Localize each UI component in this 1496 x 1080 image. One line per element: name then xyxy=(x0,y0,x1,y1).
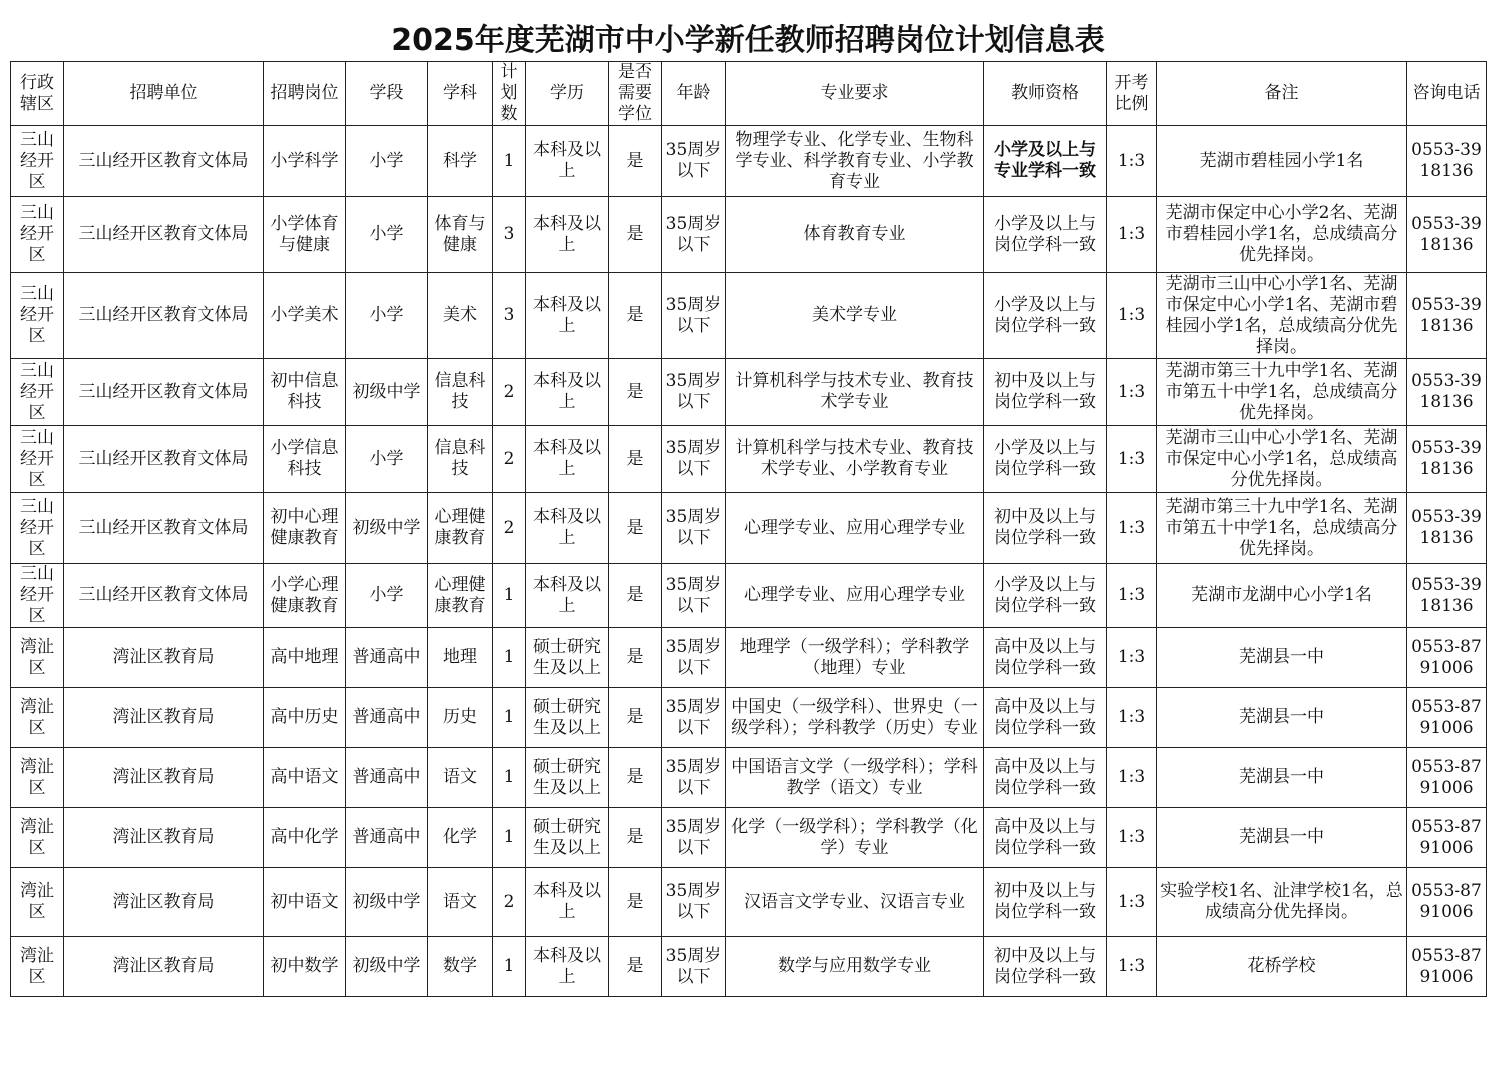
cell-subject: 语文 xyxy=(428,868,493,937)
cell-stage: 小学 xyxy=(346,126,428,197)
cell-subject: 地理 xyxy=(428,628,493,688)
cell-stage: 初级中学 xyxy=(346,868,428,937)
cell-remark: 芜湖市保定中心小学2名、芜湖市碧桂园小学1名，总成绩高分优先择岗。 xyxy=(1157,197,1407,273)
cell-ratio: 1:3 xyxy=(1107,748,1157,808)
cell-education: 本科及以上 xyxy=(526,868,609,937)
cell-count: 2 xyxy=(493,868,526,937)
cell-qualification: 高中及以上与岗位学科一致 xyxy=(984,808,1107,868)
cell-subject: 语文 xyxy=(428,748,493,808)
cell-age: 35周岁以下 xyxy=(662,359,726,426)
cell-major: 心理学专业、应用心理学专业 xyxy=(726,493,984,564)
cell-degree: 是 xyxy=(609,359,662,426)
cell-stage: 初级中学 xyxy=(346,359,428,426)
cell-stage: 小学 xyxy=(346,564,428,628)
cell-count: 2 xyxy=(493,493,526,564)
cell-degree: 是 xyxy=(609,688,662,748)
recruitment-plan-table xyxy=(10,61,1487,997)
cell-unit: 三山经开区教育文体局 xyxy=(64,197,264,273)
cell-age: 35周岁以下 xyxy=(662,564,726,628)
cell-phone: 0553-8791006 xyxy=(1407,748,1487,808)
cell-age: 35周岁以下 xyxy=(662,628,726,688)
table-row xyxy=(11,273,1487,359)
cell-phone: 0553-3918136 xyxy=(1407,197,1487,273)
cell-major: 计算机科学与技术专业、教育技术学专业、小学教育专业 xyxy=(726,426,984,493)
cell-district: 三山经开区 xyxy=(11,197,64,273)
cell-post: 小学信息科技 xyxy=(264,426,346,493)
cell-phone: 0553-3918136 xyxy=(1407,126,1487,197)
cell-remark: 芜湖市三山中心小学1名、芜湖市保定中心小学1名，总成绩高分优先择岗。 xyxy=(1157,426,1407,493)
cell-district: 三山经开区 xyxy=(11,564,64,628)
cell-degree: 是 xyxy=(609,628,662,688)
cell-degree: 是 xyxy=(609,748,662,808)
cell-unit: 湾沚区教育局 xyxy=(64,808,264,868)
cell-degree: 是 xyxy=(609,493,662,564)
cell-qualification: 小学及以上与专业学科一致 xyxy=(984,126,1107,197)
cell-degree: 是 xyxy=(609,426,662,493)
cell-unit: 三山经开区教育文体局 xyxy=(64,564,264,628)
cell-degree: 是 xyxy=(609,808,662,868)
table-row xyxy=(11,937,1487,997)
cell-unit: 三山经开区教育文体局 xyxy=(64,126,264,197)
cell-unit: 湾沚区教育局 xyxy=(64,628,264,688)
col-header-remark: 备注 xyxy=(1157,62,1407,126)
cell-count: 3 xyxy=(493,197,526,273)
cell-remark: 芜湖县一中 xyxy=(1157,808,1407,868)
cell-education: 本科及以上 xyxy=(526,564,609,628)
cell-ratio: 1:3 xyxy=(1107,937,1157,997)
cell-phone: 0553-3918136 xyxy=(1407,426,1487,493)
cell-phone: 0553-8791006 xyxy=(1407,688,1487,748)
cell-district: 三山经开区 xyxy=(11,359,64,426)
cell-phone: 0553-8791006 xyxy=(1407,628,1487,688)
cell-major: 物理学专业、化学专业、生物科学专业、科学教育专业、小学教育专业 xyxy=(726,126,984,197)
cell-age: 35周岁以下 xyxy=(662,937,726,997)
cell-subject: 历史 xyxy=(428,688,493,748)
cell-degree: 是 xyxy=(609,197,662,273)
cell-stage: 普通高中 xyxy=(346,808,428,868)
cell-phone: 0553-3918136 xyxy=(1407,493,1487,564)
col-header-ratio: 开考比例 xyxy=(1107,62,1157,126)
cell-remark: 芜湖县一中 xyxy=(1157,748,1407,808)
cell-remark: 芜湖县一中 xyxy=(1157,688,1407,748)
cell-education: 本科及以上 xyxy=(526,126,609,197)
cell-major: 心理学专业、应用心理学专业 xyxy=(726,564,984,628)
cell-ratio: 1:3 xyxy=(1107,273,1157,359)
cell-remark: 芜湖市第三十九中学1名、芜湖市第五十中学1名，总成绩高分优先择岗。 xyxy=(1157,359,1407,426)
cell-district: 三山经开区 xyxy=(11,493,64,564)
cell-qualification: 初中及以上与岗位学科一致 xyxy=(984,359,1107,426)
cell-count: 1 xyxy=(493,628,526,688)
cell-age: 35周岁以下 xyxy=(662,808,726,868)
cell-major: 汉语言文学专业、汉语言专业 xyxy=(726,868,984,937)
cell-qualification: 初中及以上与岗位学科一致 xyxy=(984,493,1107,564)
cell-subject: 数学 xyxy=(428,937,493,997)
cell-subject: 体育与健康 xyxy=(428,197,493,273)
table-row xyxy=(11,426,1487,493)
cell-ratio: 1:3 xyxy=(1107,808,1157,868)
cell-qualification: 高中及以上与岗位学科一致 xyxy=(984,748,1107,808)
cell-age: 35周岁以下 xyxy=(662,126,726,197)
table-row xyxy=(11,868,1487,937)
cell-education: 本科及以上 xyxy=(526,493,609,564)
cell-remark: 芜湖市第三十九中学1名、芜湖市第五十中学1名，总成绩高分优先择岗。 xyxy=(1157,493,1407,564)
cell-unit: 湾沚区教育局 xyxy=(64,937,264,997)
cell-phone: 0553-8791006 xyxy=(1407,808,1487,868)
cell-post: 小学心理健康教育 xyxy=(264,564,346,628)
cell-qualification: 小学及以上与岗位学科一致 xyxy=(984,564,1107,628)
cell-age: 35周岁以下 xyxy=(662,426,726,493)
cell-unit: 湾沚区教育局 xyxy=(64,748,264,808)
cell-post: 高中化学 xyxy=(264,808,346,868)
cell-education: 本科及以上 xyxy=(526,359,609,426)
cell-count: 1 xyxy=(493,126,526,197)
cell-ratio: 1:3 xyxy=(1107,126,1157,197)
cell-remark: 芜湖市碧桂园小学1名 xyxy=(1157,126,1407,197)
cell-major: 计算机科学与技术专业、教育技术学专业 xyxy=(726,359,984,426)
cell-major: 中国史（一级学科）、世界史（一级学科）；学科教学（历史）专业 xyxy=(726,688,984,748)
cell-subject: 信息科技 xyxy=(428,426,493,493)
cell-qualification: 初中及以上与岗位学科一致 xyxy=(984,937,1107,997)
cell-ratio: 1:3 xyxy=(1107,868,1157,937)
cell-ratio: 1:3 xyxy=(1107,688,1157,748)
cell-district: 湾沚区 xyxy=(11,868,64,937)
cell-education: 本科及以上 xyxy=(526,937,609,997)
cell-education: 硕士研究生及以上 xyxy=(526,628,609,688)
cell-remark: 芜湖县一中 xyxy=(1157,628,1407,688)
cell-post: 初中语文 xyxy=(264,868,346,937)
cell-unit: 湾沚区教育局 xyxy=(64,868,264,937)
cell-age: 35周岁以下 xyxy=(662,197,726,273)
cell-stage: 小学 xyxy=(346,273,428,359)
cell-stage: 初级中学 xyxy=(346,937,428,997)
col-header-phone: 咨询电话 xyxy=(1407,62,1487,126)
cell-stage: 小学 xyxy=(346,197,428,273)
cell-district: 湾沚区 xyxy=(11,808,64,868)
cell-qualification: 高中及以上与岗位学科一致 xyxy=(984,628,1107,688)
table-row xyxy=(11,126,1487,197)
cell-count: 1 xyxy=(493,808,526,868)
cell-ratio: 1:3 xyxy=(1107,197,1157,273)
cell-stage: 普通高中 xyxy=(346,628,428,688)
cell-post: 高中语文 xyxy=(264,748,346,808)
cell-subject: 心理健康教育 xyxy=(428,493,493,564)
cell-district: 湾沚区 xyxy=(11,748,64,808)
col-header-qualification: 教师资格 xyxy=(984,62,1107,126)
cell-post: 小学美术 xyxy=(264,273,346,359)
cell-education: 硕士研究生及以上 xyxy=(526,748,609,808)
cell-ratio: 1:3 xyxy=(1107,628,1157,688)
cell-remark: 花桥学校 xyxy=(1157,937,1407,997)
table-row xyxy=(11,688,1487,748)
cell-district: 三山经开区 xyxy=(11,273,64,359)
cell-phone: 0553-3918136 xyxy=(1407,359,1487,426)
cell-major: 体育教育专业 xyxy=(726,197,984,273)
cell-major: 中国语言文学（一级学科）；学科教学（语文）专业 xyxy=(726,748,984,808)
cell-subject: 化学 xyxy=(428,808,493,868)
col-header-unit: 招聘单位 xyxy=(64,62,264,126)
cell-degree: 是 xyxy=(609,564,662,628)
cell-count: 2 xyxy=(493,426,526,493)
cell-stage: 普通高中 xyxy=(346,688,428,748)
cell-subject: 科学 xyxy=(428,126,493,197)
cell-ratio: 1:3 xyxy=(1107,564,1157,628)
col-header-education: 学历 xyxy=(526,62,609,126)
cell-education: 本科及以上 xyxy=(526,197,609,273)
cell-major: 美术学专业 xyxy=(726,273,984,359)
cell-post: 小学科学 xyxy=(264,126,346,197)
cell-unit: 三山经开区教育文体局 xyxy=(64,493,264,564)
cell-count: 3 xyxy=(493,273,526,359)
table-header-row xyxy=(11,62,1487,126)
cell-age: 35周岁以下 xyxy=(662,688,726,748)
cell-unit: 湾沚区教育局 xyxy=(64,688,264,748)
cell-qualification: 小学及以上与岗位学科一致 xyxy=(984,197,1107,273)
cell-district: 三山经开区 xyxy=(11,126,64,197)
page-title: 2025年度芜湖市中小学新任教师招聘岗位计划信息表 xyxy=(391,23,1105,58)
cell-phone: 0553-3918136 xyxy=(1407,564,1487,628)
cell-qualification: 小学及以上与岗位学科一致 xyxy=(984,426,1107,493)
cell-count: 1 xyxy=(493,937,526,997)
cell-major: 数学与应用数学专业 xyxy=(726,937,984,997)
cell-qualification: 初中及以上与岗位学科一致 xyxy=(984,868,1107,937)
cell-district: 湾沚区 xyxy=(11,937,64,997)
cell-post: 小学体育与健康 xyxy=(264,197,346,273)
cell-degree: 是 xyxy=(609,937,662,997)
table-row xyxy=(11,628,1487,688)
col-header-post: 招聘岗位 xyxy=(264,62,346,126)
cell-subject: 信息科技 xyxy=(428,359,493,426)
cell-count: 1 xyxy=(493,688,526,748)
cell-stage: 初级中学 xyxy=(346,493,428,564)
col-header-age: 年龄 xyxy=(662,62,726,126)
table-row xyxy=(11,359,1487,426)
cell-education: 本科及以上 xyxy=(526,426,609,493)
cell-ratio: 1:3 xyxy=(1107,493,1157,564)
cell-major: 化学（一级学科）；学科教学（化学）专业 xyxy=(726,808,984,868)
table-row xyxy=(11,197,1487,273)
cell-degree: 是 xyxy=(609,868,662,937)
cell-post: 高中地理 xyxy=(264,628,346,688)
table-row xyxy=(11,493,1487,564)
col-header-subject: 学科 xyxy=(428,62,493,126)
cell-major: 地理学（一级学科）；学科教学（地理）专业 xyxy=(726,628,984,688)
col-header-stage: 学段 xyxy=(346,62,428,126)
cell-post: 初中心理健康教育 xyxy=(264,493,346,564)
col-header-degree: 是否需要学位 xyxy=(609,62,662,126)
cell-post: 高中历史 xyxy=(264,688,346,748)
cell-stage: 普通高中 xyxy=(346,748,428,808)
cell-count: 1 xyxy=(493,564,526,628)
cell-ratio: 1:3 xyxy=(1107,359,1157,426)
cell-age: 35周岁以下 xyxy=(662,273,726,359)
cell-remark: 芜湖市三山中心小学1名、芜湖市保定中心小学1名、芜湖市碧桂园小学1名，总成绩高分优先择岗。 xyxy=(1157,273,1407,359)
cell-education: 硕士研究生及以上 xyxy=(526,688,609,748)
cell-district: 湾沚区 xyxy=(11,628,64,688)
cell-education: 本科及以上 xyxy=(526,273,609,359)
cell-remark: 芜湖市龙湖中心小学1名 xyxy=(1157,564,1407,628)
cell-education: 硕士研究生及以上 xyxy=(526,808,609,868)
cell-age: 35周岁以下 xyxy=(662,493,726,564)
cell-subject: 美术 xyxy=(428,273,493,359)
table-row xyxy=(11,808,1487,868)
cell-degree: 是 xyxy=(609,273,662,359)
cell-phone: 0553-8791006 xyxy=(1407,868,1487,937)
cell-post: 初中数学 xyxy=(264,937,346,997)
cell-degree: 是 xyxy=(609,126,662,197)
cell-ratio: 1:3 xyxy=(1107,426,1157,493)
cell-phone: 0553-8791006 xyxy=(1407,937,1487,997)
table-row xyxy=(11,564,1487,628)
cell-stage: 小学 xyxy=(346,426,428,493)
cell-count: 2 xyxy=(493,359,526,426)
cell-unit: 三山经开区教育文体局 xyxy=(64,359,264,426)
cell-district: 三山经开区 xyxy=(11,426,64,493)
cell-remark: 实验学校1名、沚津学校1名，总成绩高分优先择岗。 xyxy=(1157,868,1407,937)
cell-qualification: 高中及以上与岗位学科一致 xyxy=(984,688,1107,748)
col-header-district: 行政辖区 xyxy=(11,62,64,126)
cell-count: 1 xyxy=(493,748,526,808)
table-row xyxy=(11,748,1487,808)
col-header-count: 计划数 xyxy=(493,62,526,126)
cell-unit: 三山经开区教育文体局 xyxy=(64,273,264,359)
cell-district: 湾沚区 xyxy=(11,688,64,748)
col-header-major: 专业要求 xyxy=(726,62,984,126)
cell-post: 初中信息科技 xyxy=(264,359,346,426)
cell-phone: 0553-3918136 xyxy=(1407,273,1487,359)
cell-qualification: 小学及以上与岗位学科一致 xyxy=(984,273,1107,359)
cell-unit: 三山经开区教育文体局 xyxy=(64,426,264,493)
cell-age: 35周岁以下 xyxy=(662,868,726,937)
cell-subject: 心理健康教育 xyxy=(428,564,493,628)
cell-age: 35周岁以下 xyxy=(662,748,726,808)
